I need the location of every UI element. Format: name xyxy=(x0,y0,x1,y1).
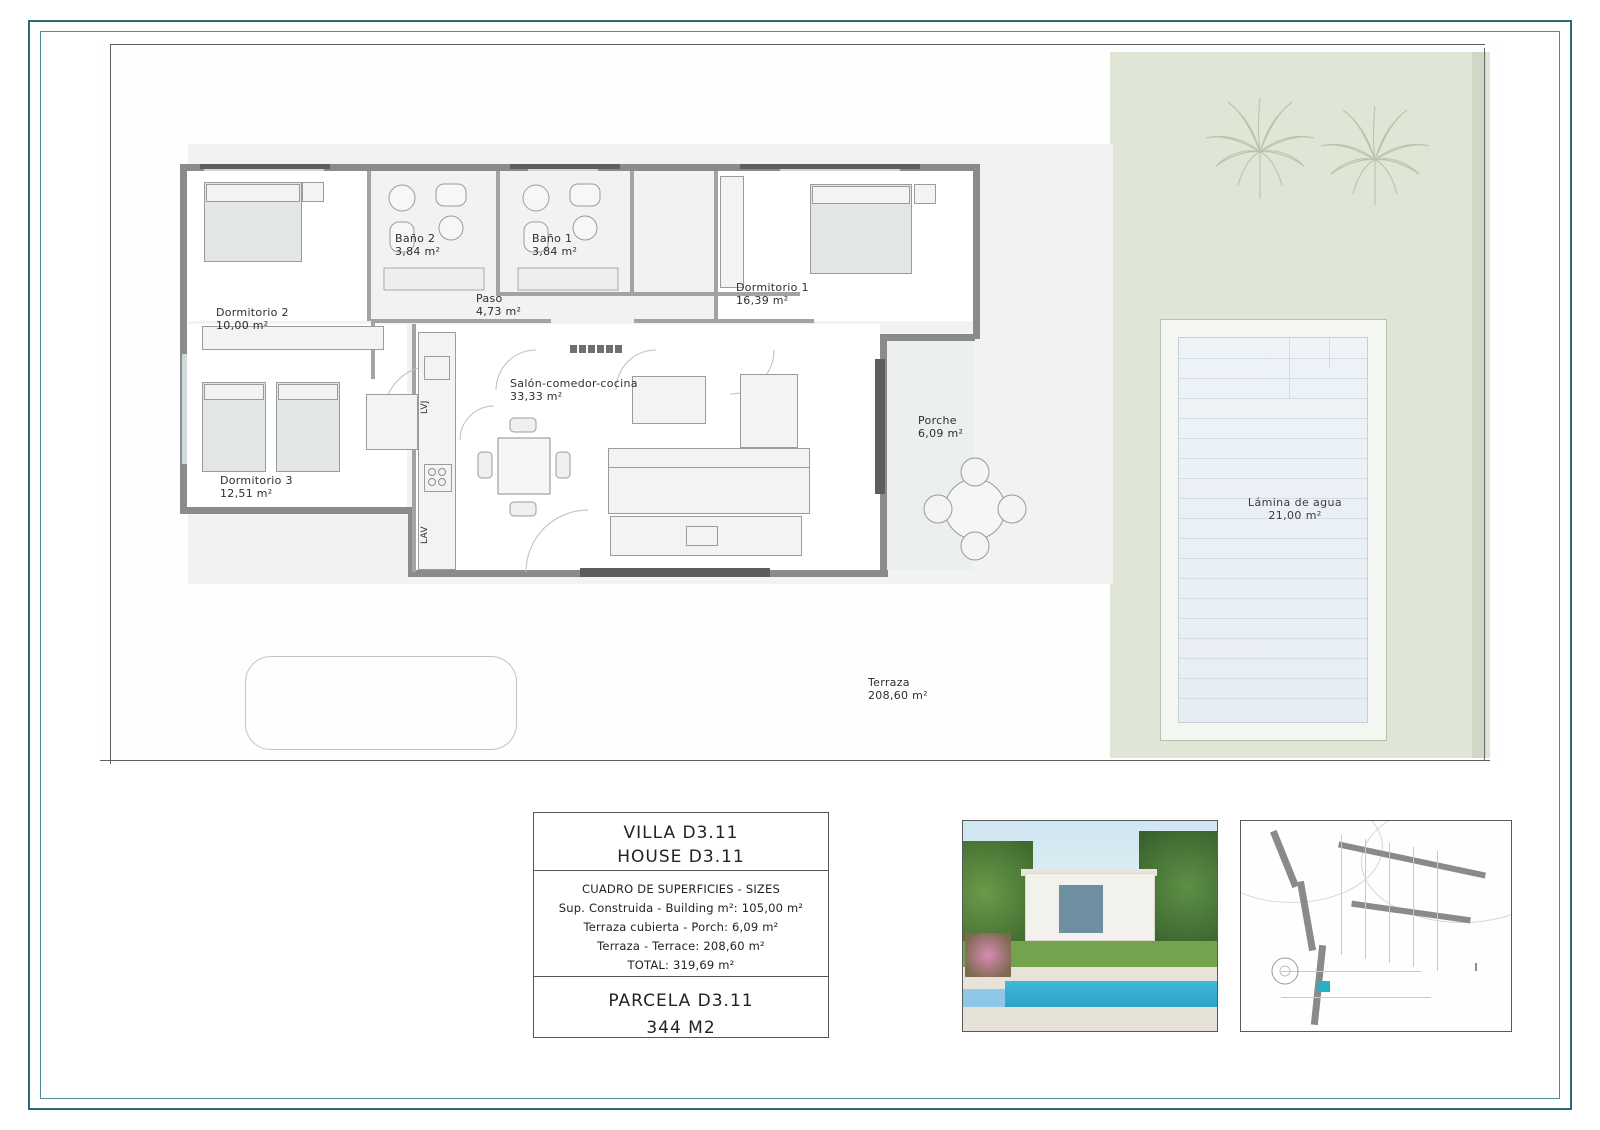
hall-hatch xyxy=(570,342,630,356)
site-location-map xyxy=(1240,820,1512,1032)
outdoor-table-set xyxy=(920,454,1030,564)
plot-boundary-right xyxy=(1484,48,1485,760)
highlighted-plot xyxy=(1317,981,1330,992)
pool-room-label xyxy=(1215,496,1375,522)
parcel-lines-7 xyxy=(1281,997,1431,998)
floor-plan-drawing xyxy=(100,44,1500,764)
porch-wall-top xyxy=(880,334,975,341)
villa-render-image xyxy=(962,820,1218,1032)
porche-name: Porche xyxy=(918,414,957,427)
plot-boundary-bottom xyxy=(100,760,1490,761)
exterior-wall-right xyxy=(973,164,980,339)
coffee-table xyxy=(632,376,706,424)
room-label-terraza xyxy=(868,676,928,702)
parcel-lines-3 xyxy=(1389,843,1390,963)
plot-boundary-left xyxy=(110,44,111,764)
pillow-bedroom1 xyxy=(812,186,910,204)
bano2-name: Baño 2 xyxy=(395,232,436,245)
pillow-bedroom3-a xyxy=(204,384,264,400)
paso-name: Paso xyxy=(476,292,503,305)
pillow-bedroom2 xyxy=(206,184,300,202)
salon-name: Salón-comedor-cocina xyxy=(510,377,638,390)
pool-name: Lámina de agua xyxy=(1247,496,1343,509)
title-block-parcel xyxy=(534,977,828,1048)
swimming-pool-water xyxy=(1178,337,1368,723)
hob-burners-icon xyxy=(424,464,450,490)
room-label-dormitorio3 xyxy=(220,474,293,500)
villa-name-es: VILLA D3.11 xyxy=(623,823,739,843)
dishwasher-text: LVJ xyxy=(420,400,430,414)
pool-area: 21,00 m² xyxy=(1268,509,1322,522)
lintel-3 xyxy=(740,164,920,169)
plot-boundary-top xyxy=(110,44,1485,45)
north-label: I xyxy=(1474,961,1478,974)
appliance-label-dishwasher xyxy=(419,400,432,414)
bano1-name: Baño 1 xyxy=(532,232,573,245)
salon-area: 33,33 m² xyxy=(510,390,563,403)
area-line-porch: Terraza cubierta - Porch: 6,09 m² xyxy=(583,920,779,934)
exterior-wall-bottom-left xyxy=(180,507,415,514)
sizes-heading: CUADRO DE SUPERFICIES - SIZES xyxy=(582,882,780,896)
parcel-lines-1 xyxy=(1341,835,1342,955)
nightstand-bedroom1 xyxy=(914,184,936,204)
lintel-2 xyxy=(510,164,620,169)
room-label-paso xyxy=(476,292,521,318)
room-label-bano1 xyxy=(532,232,577,258)
paso-area: 4,73 m² xyxy=(476,305,522,318)
palm-tree-icon-2 xyxy=(1315,102,1435,212)
render-flowers xyxy=(965,933,1011,977)
area-line-terrace: Terraza - Terrace: 208,60 m² xyxy=(597,939,765,953)
porche-area: 6,09 m² xyxy=(918,427,964,440)
terraza-name: Terraza xyxy=(868,676,910,689)
room-label-dormitorio2 xyxy=(216,306,289,332)
area-line-total: TOTAL: 319,69 m² xyxy=(627,958,735,972)
driveway-outline xyxy=(245,656,517,750)
title-block xyxy=(533,812,829,1038)
dormitorio1-name: Dormitorio 1 xyxy=(736,281,809,294)
parcel-size: 344 M2 xyxy=(646,1018,716,1038)
kitchen-sink xyxy=(424,356,450,380)
sofa-block xyxy=(608,464,810,514)
house-name-en: HOUSE D3.11 xyxy=(617,847,745,867)
bano1-area: 3,84 m² xyxy=(532,245,578,258)
lintel-5 xyxy=(875,359,885,494)
parcel-lines-4 xyxy=(1413,847,1414,967)
dormitorio3-name: Dormitorio 3 xyxy=(220,474,293,487)
parcel-label: PARCELA D3.11 xyxy=(608,991,754,1011)
sofa-back xyxy=(608,448,810,468)
terraza-area: 208,60 m² xyxy=(868,689,928,702)
palm-tree-icon-1 xyxy=(1200,94,1320,204)
fridge-unit xyxy=(366,394,418,450)
tv-screen xyxy=(686,526,718,546)
appliance-label-washer xyxy=(419,526,432,544)
dormitorio3-area: 12,51 m² xyxy=(220,487,273,500)
window-bedroom3 xyxy=(182,354,187,464)
armchair xyxy=(740,374,798,448)
render-pool-deck xyxy=(963,1007,1217,1031)
dormitorio1-area: 16,39 m² xyxy=(736,294,789,307)
nightstand-bedroom2 xyxy=(302,182,324,202)
bano2-area: 3,84 m² xyxy=(395,245,441,258)
area-line-building: Sup. Construida - Building m²: 105,00 m² xyxy=(558,901,804,915)
house-footprint xyxy=(180,164,980,574)
parcel-lines-5 xyxy=(1437,851,1438,971)
north-arrow xyxy=(1469,961,1483,995)
room-label-porche xyxy=(918,414,963,440)
washer-text: LAV xyxy=(420,526,430,544)
render-villa-glazing xyxy=(1059,885,1103,933)
title-block-areas xyxy=(534,871,828,977)
title-block-names xyxy=(534,813,828,871)
roundabout-icon xyxy=(1263,949,1307,993)
dormitorio2-name: Dormitorio 2 xyxy=(216,306,289,319)
room-label-dormitorio1 xyxy=(736,281,809,307)
dormitorio2-area: 10,00 m² xyxy=(216,319,269,332)
room-label-salon xyxy=(510,377,638,403)
room-label-bano2 xyxy=(395,232,440,258)
lintel-1 xyxy=(200,164,330,169)
parcel-lines-2 xyxy=(1365,839,1366,959)
dining-table-set xyxy=(476,414,576,524)
